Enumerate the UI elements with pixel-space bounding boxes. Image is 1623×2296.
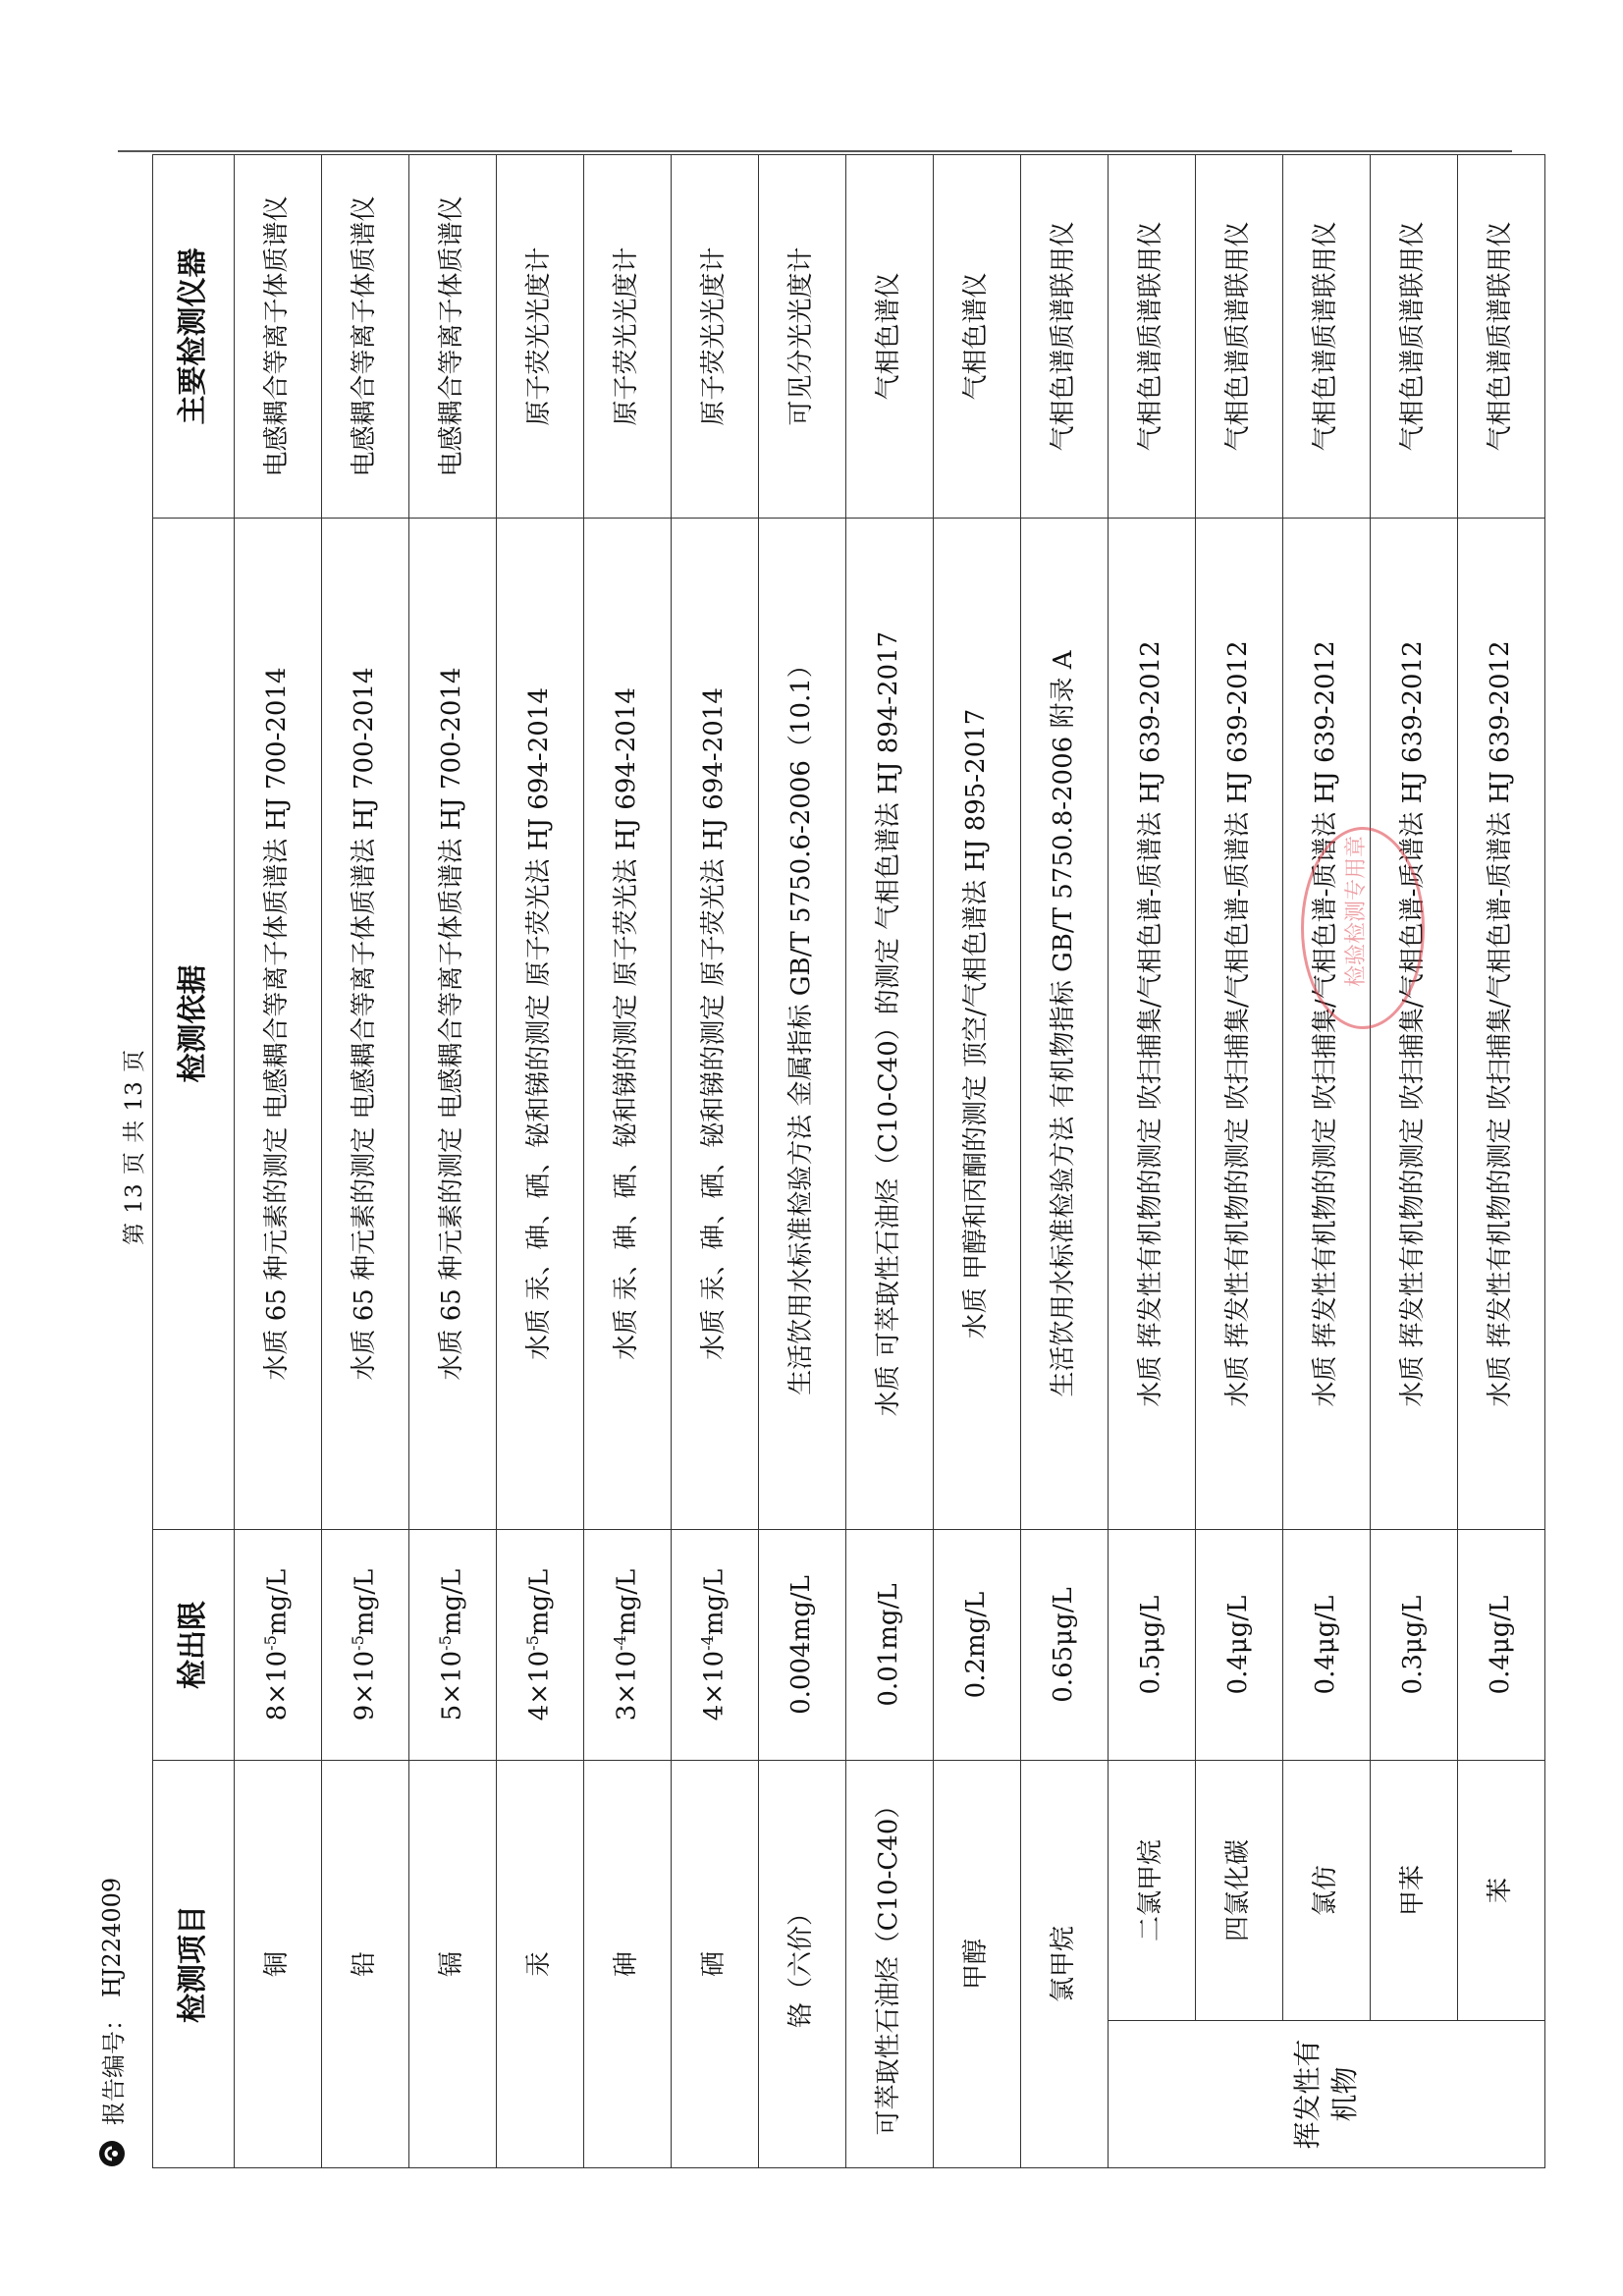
test-instrument: 气相色谱质谱联用仪 bbox=[1283, 155, 1371, 519]
detection-limit: $5\times 10^{-5}mg/L$ bbox=[409, 1530, 497, 1761]
detection-limit: 0.4μg/L bbox=[1196, 1530, 1283, 1761]
test-item: 甲苯 bbox=[1371, 1761, 1458, 2021]
header-instrument: 主要检测仪器 bbox=[153, 155, 235, 519]
test-basis: 生活饮用水标准检验方法 金属指标 GB/T 5750.6-2006（10.1） bbox=[759, 519, 846, 1530]
test-basis: 水质 挥发性有机物的测定 吹扫捕集/气相色谱-质谱法 HJ 639-2012 bbox=[1371, 519, 1458, 1530]
test-instrument: 原子荧光光度计 bbox=[584, 155, 672, 519]
detection-limit: 0.65μg/L bbox=[1021, 1530, 1109, 1761]
table-row bbox=[1371, 155, 1458, 2168]
detection-limit: $4\times 10^{-4}mg/L$ bbox=[672, 1530, 759, 1761]
test-item: 硒 bbox=[672, 1761, 759, 2168]
test-method-table bbox=[152, 154, 1545, 2168]
detection-limit: 0.4μg/L bbox=[1458, 1530, 1545, 1761]
test-item: 铜 bbox=[235, 1761, 322, 2168]
detection-limit: 0.004mg/L bbox=[759, 1530, 846, 1761]
test-basis: 水质 65 种元素的测定 电感耦合等离子体质谱法 HJ 700-2014 bbox=[409, 519, 497, 1530]
table-header-row bbox=[153, 155, 235, 2168]
table-row bbox=[497, 155, 584, 2168]
test-basis: 水质 汞、砷、硒、铋和锑的测定 原子荧光法 HJ 694-2014 bbox=[497, 519, 584, 1530]
table-row bbox=[322, 155, 409, 2168]
report-number-line bbox=[94, 1878, 129, 2168]
table-row bbox=[672, 155, 759, 2168]
header-item: 检测项目 bbox=[153, 1761, 235, 2168]
test-item: 氯仿 bbox=[1283, 1761, 1371, 2021]
detection-limit: 0.5μg/L bbox=[1109, 1530, 1196, 1761]
test-instrument: 电感耦合等离子体质谱仪 bbox=[322, 155, 409, 519]
test-item: 四氯化碳 bbox=[1196, 1761, 1283, 2021]
test-instrument: 气相色谱仪 bbox=[934, 155, 1021, 519]
detection-limit: 0.3μg/L bbox=[1371, 1530, 1458, 1761]
company-logo-icon bbox=[97, 2135, 127, 2168]
test-item: 苯 bbox=[1458, 1761, 1545, 2021]
table-row bbox=[1021, 155, 1109, 2168]
test-basis: 水质 65 种元素的测定 电感耦合等离子体质谱法 HJ 700-2014 bbox=[235, 519, 322, 1530]
test-instrument: 电感耦合等离子体质谱仪 bbox=[409, 155, 497, 519]
test-item: 铬（六价） bbox=[759, 1761, 846, 2168]
report-number: HJ224009 bbox=[97, 1877, 126, 1997]
test-instrument: 气相色谱质谱联用仪 bbox=[1021, 155, 1109, 519]
test-basis: 水质 可萃取性石油烃（C10-C40）的测定 气相色谱法 HJ 894-2017 bbox=[846, 519, 934, 1530]
table-row bbox=[1109, 155, 1196, 2168]
table-row bbox=[759, 155, 846, 2168]
test-instrument: 气相色谱质谱联用仪 bbox=[1458, 155, 1545, 519]
seal-text: 检验检测专用章 bbox=[1344, 835, 1369, 987]
table-row bbox=[1283, 155, 1371, 2168]
test-basis: 生活饮用水标准检验方法 有机物指标 GB/T 5750.8-2006 附录 A bbox=[1021, 519, 1109, 1530]
test-basis: 水质 甲醇和丙酮的测定 顶空/气相色谱法 HJ 895-2017 bbox=[934, 519, 1021, 1530]
test-instrument: 气相色谱仪 bbox=[846, 155, 934, 519]
page-edge-rule bbox=[118, 151, 1512, 153]
test-item: 二氯甲烷 bbox=[1109, 1761, 1196, 2021]
detection-limit: $3\times 10^{-4}mg/L$ bbox=[584, 1530, 672, 1761]
test-basis: 水质 挥发性有机物的测定 吹扫捕集/气相色谱-质谱法 HJ 639-2012 bbox=[1283, 519, 1371, 1530]
inspection-seal bbox=[1301, 827, 1425, 1029]
test-instrument: 气相色谱质谱联用仪 bbox=[1196, 155, 1283, 519]
table-row bbox=[235, 155, 322, 2168]
page-indicator: 第 13 页 共 13 页 bbox=[122, 1048, 147, 1245]
test-basis: 水质 65 种元素的测定 电感耦合等离子体质谱法 HJ 700-2014 bbox=[322, 519, 409, 1530]
table-row bbox=[1196, 155, 1283, 2168]
detection-limit: $4\times 10^{-5}mg/L$ bbox=[497, 1530, 584, 1761]
test-basis: 水质 挥发性有机物的测定 吹扫捕集/气相色谱-质谱法 HJ 639-2012 bbox=[1196, 519, 1283, 1530]
detection-limit: $9\times 10^{-5}mg/L$ bbox=[322, 1530, 409, 1761]
test-item: 甲醇 bbox=[934, 1761, 1021, 2168]
test-instrument: 可见分光光度计 bbox=[759, 155, 846, 519]
table-body bbox=[235, 155, 1545, 2168]
header-limit: 检出限 bbox=[153, 1530, 235, 1761]
test-basis: 水质 挥发性有机物的测定 吹扫捕集/气相色谱-质谱法 HJ 639-2012 bbox=[1109, 519, 1196, 1530]
test-item: 氯甲烷 bbox=[1021, 1761, 1109, 2168]
detection-limit: 0.4μg/L bbox=[1283, 1530, 1371, 1761]
test-item: 镉 bbox=[409, 1761, 497, 2168]
test-instrument: 原子荧光光度计 bbox=[672, 155, 759, 519]
test-instrument: 电感耦合等离子体质谱仪 bbox=[235, 155, 322, 519]
test-item: 铅 bbox=[322, 1761, 409, 2168]
table-row bbox=[409, 155, 497, 2168]
table-row bbox=[846, 155, 934, 2168]
test-instrument: 气相色谱质谱联用仪 bbox=[1109, 155, 1196, 519]
table-row bbox=[934, 155, 1021, 2168]
test-basis: 水质 汞、砷、硒、铋和锑的测定 原子荧光法 HJ 694-2014 bbox=[584, 519, 672, 1530]
detection-limit: 0.2mg/L bbox=[934, 1530, 1021, 1761]
group-label: 挥发性有机物 bbox=[1109, 2021, 1545, 2168]
detection-limit: $8\times 10^{-5}mg/L$ bbox=[235, 1530, 322, 1761]
report-number-label: 报告编号： bbox=[100, 2007, 128, 2125]
test-basis: 水质 汞、砷、硒、铋和锑的测定 原子荧光法 HJ 694-2014 bbox=[672, 519, 759, 1530]
test-basis: 水质 挥发性有机物的测定 吹扫捕集/气相色谱-质谱法 HJ 639-2012 bbox=[1458, 519, 1545, 1530]
table-row bbox=[584, 155, 672, 2168]
test-instrument: 原子荧光光度计 bbox=[497, 155, 584, 519]
table-row bbox=[1458, 155, 1545, 2168]
test-item: 砷 bbox=[584, 1761, 672, 2168]
detection-limit: 0.01mg/L bbox=[846, 1530, 934, 1761]
test-item: 汞 bbox=[497, 1761, 584, 2168]
header-basis: 检测依据 bbox=[153, 519, 235, 1530]
test-instrument: 气相色谱质谱联用仪 bbox=[1371, 155, 1458, 519]
test-item: 可萃取性石油烃（C10-C40） bbox=[846, 1761, 934, 2168]
